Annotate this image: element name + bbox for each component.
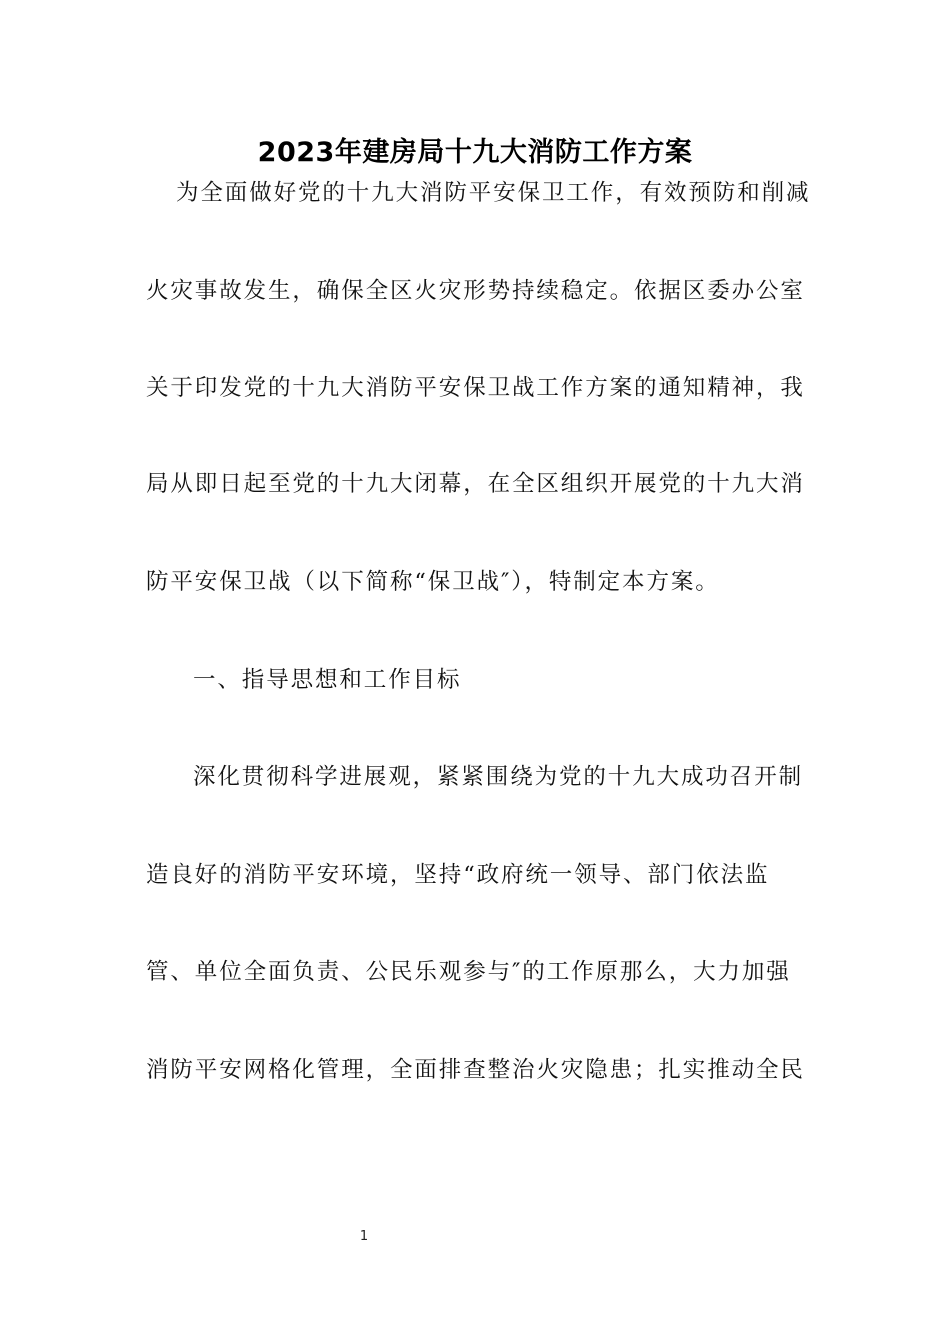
section-heading: 一、指导思想和工作目标	[193, 667, 462, 693]
page-number: 1	[359, 1229, 369, 1244]
paragraph-line: 防平安保卫战（以下简称“保卫战″），特制定本方案。	[146, 569, 720, 595]
paragraph-line: 管、单位全面负责、公民乐观参与″的工作原那么，大力加强	[146, 959, 791, 985]
paragraph-line: 消防平安网格化管理，全面排查整治火灾隐患；扎实推动全民	[146, 1057, 805, 1083]
paragraph-line: 造良好的消防平安环境，坚持“政府统一领导、部门依法监	[146, 862, 770, 888]
paragraph-line: 火灾事故发生，确保全区火灾形势持续稳定。依据区委办公室	[146, 278, 805, 304]
paragraph-line: 为全面做好党的十九大消防平安保卫工作，有效预防和削减	[176, 180, 811, 206]
paragraph-line: 局从即日起至党的十九大闭幕，在全区组织开展党的十九大消	[146, 471, 805, 497]
paragraph-line: 深化贯彻科学进展观，紧紧围绕为党的十九大成功召开制	[193, 764, 804, 790]
paragraph-line: 关于印发党的十九大消防平安保卫战工作方案的通知精神，我	[146, 375, 805, 401]
document-title: 2023年建房局十九大消防工作方案	[257, 137, 693, 168]
